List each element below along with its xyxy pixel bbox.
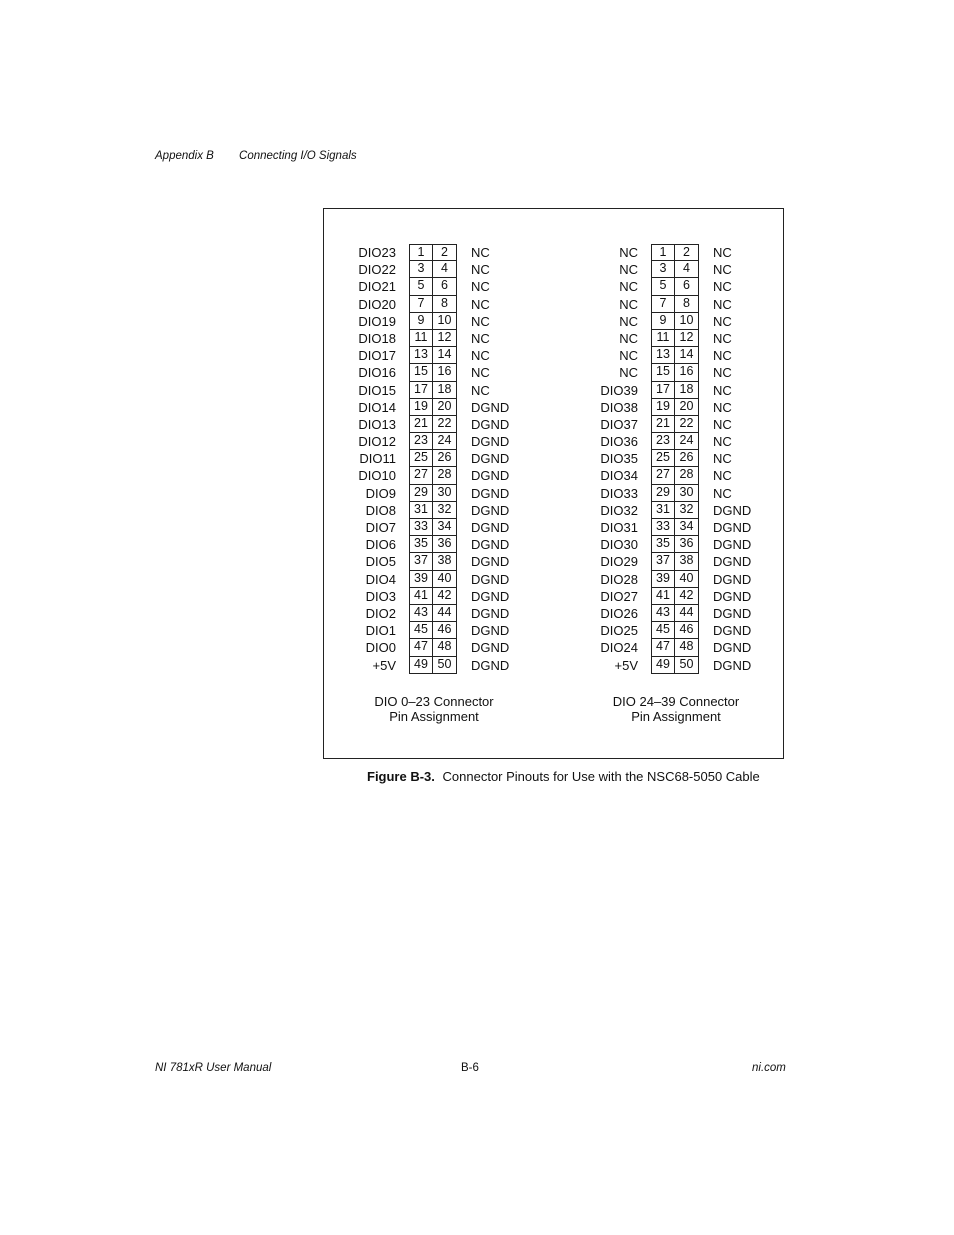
pin-number-even: 14	[675, 347, 699, 364]
pin-number-odd: 31	[651, 502, 675, 519]
pin-number-even: 22	[433, 416, 457, 433]
pin-number-even: 10	[675, 313, 699, 330]
signal-label-left: DIO15	[358, 382, 396, 398]
pin-row	[566, 553, 785, 570]
pin-number-odd: 37	[651, 553, 675, 570]
pin-number-even: 40	[675, 571, 699, 588]
right-connector-pinout	[566, 244, 785, 674]
signal-label-left: DIO35	[600, 451, 638, 467]
header-appendix: Appendix B	[155, 150, 214, 162]
pin-row	[324, 536, 554, 553]
pin-number-odd: 21	[409, 416, 433, 433]
figure-caption-text: Connector Pinouts for Use with the NSC68-5050 Cable	[442, 769, 760, 784]
signal-label-right: DGND	[713, 520, 752, 535]
pin-number-even: 12	[675, 330, 699, 347]
pin-row	[324, 399, 554, 416]
figure-number: Figure B-3.	[367, 769, 435, 784]
pin-number-even: 44	[433, 605, 457, 622]
pin-row	[324, 657, 554, 674]
pin-number-even: 24	[433, 433, 457, 450]
signal-label-left: DIO28	[600, 571, 638, 587]
pin-number-odd: 5	[409, 278, 433, 295]
signal-label-right: NC	[471, 313, 490, 329]
pin-number-even: 14	[433, 347, 457, 364]
pin-number-odd: 27	[651, 467, 675, 484]
signal-label-right: NC	[471, 382, 490, 398]
signal-label-right: DGND	[471, 657, 510, 673]
footer-manual-title: NI 781xR User Manual	[155, 1062, 272, 1074]
pin-row	[324, 313, 554, 330]
signal-label-right: DGND	[471, 554, 510, 570]
pin-row	[324, 588, 554, 605]
signal-label-right: NC	[713, 416, 732, 432]
pin-number-even: 16	[675, 364, 699, 381]
pin-number-odd: 21	[651, 416, 675, 433]
signal-label-left: DIO19	[358, 313, 396, 329]
pin-number-odd: 11	[409, 330, 433, 347]
pin-row	[324, 347, 554, 364]
signal-label-right: DGND	[471, 623, 510, 639]
page-header	[155, 150, 357, 162]
pin-row	[566, 244, 785, 261]
signal-label-right: DGND	[471, 640, 510, 656]
pin-number-even: 46	[433, 622, 457, 639]
pin-number-odd: 33	[651, 519, 675, 536]
signal-label-right: NC	[471, 296, 490, 312]
signal-label-left: DIO11	[359, 451, 396, 467]
pin-number-even: 10	[433, 313, 457, 330]
pin-row	[324, 296, 554, 313]
pin-number-even: 44	[675, 605, 699, 622]
pin-number-odd: 17	[651, 382, 675, 399]
pin-number-odd: 1	[651, 244, 675, 261]
signal-label-right: NC	[713, 313, 732, 329]
pin-row	[566, 536, 785, 553]
pin-number-odd: 41	[409, 588, 433, 605]
signal-label-left: DIO8	[365, 502, 396, 518]
signal-label-left: +5V	[614, 657, 638, 673]
pin-number-odd: 1	[409, 244, 433, 261]
pin-number-even: 40	[433, 571, 457, 588]
pin-number-even: 34	[433, 519, 457, 536]
signal-label-right: DGND	[471, 520, 510, 535]
signal-label-left: DIO6	[365, 537, 396, 553]
signal-label-right: NC	[713, 296, 732, 312]
signal-label-right: DGND	[713, 605, 752, 621]
pin-row	[324, 364, 554, 381]
pin-number-even: 16	[433, 364, 457, 381]
pin-number-odd: 13	[651, 347, 675, 364]
signal-label-right: NC	[713, 330, 732, 346]
signal-label-right: DGND	[713, 640, 752, 656]
pin-number-odd: 27	[409, 467, 433, 484]
pin-number-odd: 33	[409, 519, 433, 536]
pin-number-even: 6	[433, 278, 457, 295]
signal-label-left: DIO29	[600, 554, 638, 570]
signal-label-left: DIO13	[358, 416, 396, 432]
pin-number-odd: 41	[651, 588, 675, 605]
pin-number-even: 42	[675, 588, 699, 605]
signal-label-left: DIO25	[600, 623, 638, 639]
signal-label-left: NC	[619, 313, 638, 329]
pin-number-even: 20	[433, 399, 457, 416]
signal-label-left: DIO7	[365, 520, 396, 535]
pin-number-odd: 25	[409, 450, 433, 467]
pin-number-odd: 29	[409, 485, 433, 502]
pin-number-odd: 49	[651, 657, 675, 674]
signal-label-left: DIO17	[358, 348, 396, 364]
pin-number-even: 50	[675, 657, 699, 674]
pin-row	[566, 296, 785, 313]
signal-label-left: NC	[619, 348, 638, 364]
pin-number-odd: 45	[651, 622, 675, 639]
signal-label-left: DIO1	[365, 623, 396, 639]
pin-row	[566, 467, 785, 484]
signal-label-left: DIO5	[365, 554, 396, 570]
left-connector-pinout	[324, 244, 554, 674]
pin-row	[324, 450, 554, 467]
pin-number-odd: 17	[409, 382, 433, 399]
pin-row	[566, 519, 785, 536]
signal-label-right: NC	[713, 262, 732, 278]
signal-label-right: DGND	[713, 623, 752, 639]
signal-label-right: DGND	[471, 502, 510, 518]
pin-number-odd: 7	[651, 296, 675, 313]
signal-label-right: NC	[471, 279, 490, 295]
pin-number-even: 38	[675, 553, 699, 570]
pin-number-even: 18	[433, 382, 457, 399]
signal-label-left: DIO23	[358, 245, 396, 260]
pin-number-even: 38	[433, 553, 457, 570]
pin-row	[566, 485, 785, 502]
pin-number-odd: 39	[409, 571, 433, 588]
signal-label-right: NC	[471, 330, 490, 346]
signal-label-left: DIO30	[600, 537, 638, 553]
signal-label-right: DGND	[471, 571, 510, 587]
pin-row	[324, 605, 554, 622]
pin-number-even: 6	[675, 278, 699, 295]
pin-number-odd: 31	[409, 502, 433, 519]
pin-number-odd: 23	[651, 433, 675, 450]
pin-number-odd: 11	[651, 330, 675, 347]
signal-label-left: DIO38	[600, 399, 638, 415]
pin-number-odd: 15	[409, 364, 433, 381]
pin-row	[324, 485, 554, 502]
header-section: Connecting I/O Signals	[239, 150, 357, 162]
pin-number-even: 30	[433, 485, 457, 502]
pin-number-even: 48	[675, 639, 699, 656]
signal-label-left: DIO16	[358, 365, 396, 381]
figure-caption	[367, 769, 760, 784]
signal-label-left: DIO34	[600, 468, 638, 484]
pin-row	[566, 330, 785, 347]
signal-label-left: DIO26	[600, 605, 638, 621]
signal-label-left: DIO14	[358, 399, 396, 415]
signal-label-right: DGND	[471, 537, 510, 553]
signal-label-right: NC	[471, 245, 490, 260]
pin-row	[324, 519, 554, 536]
pin-number-even: 2	[433, 244, 457, 261]
pin-number-odd: 47	[651, 639, 675, 656]
signal-label-left: NC	[619, 330, 638, 346]
pin-number-even: 46	[675, 622, 699, 639]
signal-label-right: NC	[713, 382, 732, 398]
pin-row	[566, 571, 785, 588]
signal-label-right: NC	[713, 399, 732, 415]
signal-label-left: DIO36	[600, 434, 638, 450]
pin-number-even: 24	[675, 433, 699, 450]
signal-label-left: DIO18	[358, 330, 396, 346]
right-caption-line1: DIO 24–39 Connector	[612, 694, 740, 709]
pin-number-odd: 47	[409, 639, 433, 656]
pin-number-even: 42	[433, 588, 457, 605]
pin-number-odd: 9	[409, 313, 433, 330]
pin-number-even: 28	[675, 467, 699, 484]
pin-row	[324, 330, 554, 347]
signal-label-right: DGND	[713, 588, 752, 604]
pin-number-odd: 49	[409, 657, 433, 674]
signal-label-left: DIO10	[358, 468, 396, 484]
pin-number-even: 22	[675, 416, 699, 433]
signal-label-left: +5V	[372, 657, 396, 673]
signal-label-left: DIO37	[600, 416, 638, 432]
figure-box	[323, 208, 784, 759]
signal-label-right: NC	[471, 348, 490, 364]
signal-label-right: NC	[471, 365, 490, 381]
pin-row	[324, 261, 554, 278]
pin-row	[566, 588, 785, 605]
signal-label-left: DIO31	[600, 520, 638, 535]
pin-number-odd: 35	[409, 536, 433, 553]
signal-label-left: DIO2	[365, 605, 396, 621]
pin-number-even: 36	[433, 536, 457, 553]
pin-number-even: 12	[433, 330, 457, 347]
signal-label-right: NC	[713, 485, 732, 501]
signal-label-right: DGND	[713, 657, 752, 673]
pin-number-odd: 43	[409, 605, 433, 622]
right-connector-caption	[606, 694, 746, 724]
pin-number-even: 32	[675, 502, 699, 519]
pin-number-odd: 19	[409, 399, 433, 416]
signal-label-left: NC	[619, 279, 638, 295]
pin-number-even: 4	[433, 261, 457, 278]
pin-row	[324, 416, 554, 433]
pin-row	[566, 639, 785, 656]
pin-row	[566, 278, 785, 295]
signal-label-right: DGND	[713, 571, 752, 587]
pin-number-even: 28	[433, 467, 457, 484]
pin-number-even: 32	[433, 502, 457, 519]
signal-label-right: DGND	[471, 588, 510, 604]
pin-row	[324, 639, 554, 656]
signal-label-right: NC	[713, 365, 732, 381]
pin-row	[324, 382, 554, 399]
pin-number-odd: 3	[651, 261, 675, 278]
signal-label-right: NC	[713, 245, 732, 260]
pin-number-even: 4	[675, 261, 699, 278]
pin-row	[566, 433, 785, 450]
signal-label-left: DIO33	[600, 485, 638, 501]
pin-number-odd: 7	[409, 296, 433, 313]
pin-row	[324, 553, 554, 570]
pin-number-odd: 5	[651, 278, 675, 295]
signal-label-left: DIO39	[600, 382, 638, 398]
pin-number-odd: 37	[409, 553, 433, 570]
signal-label-right: NC	[713, 434, 732, 450]
pin-number-odd: 29	[651, 485, 675, 502]
signal-label-right: DGND	[471, 416, 510, 432]
signal-label-right: DGND	[713, 537, 752, 553]
pin-number-even: 50	[433, 657, 457, 674]
pin-row	[566, 605, 785, 622]
signal-label-left: NC	[619, 296, 638, 312]
pin-number-odd: 45	[409, 622, 433, 639]
signal-label-left: DIO21	[358, 279, 396, 295]
signal-label-left: NC	[619, 245, 638, 260]
signal-label-right: DGND	[713, 554, 752, 570]
signal-label-left: DIO32	[600, 502, 638, 518]
pin-row	[566, 347, 785, 364]
left-caption-line2: Pin Assignment	[389, 709, 479, 724]
pin-number-odd: 39	[651, 571, 675, 588]
left-connector-caption	[364, 694, 504, 724]
signal-label-right: NC	[713, 451, 732, 467]
pin-number-odd: 43	[651, 605, 675, 622]
footer-page-number: B-6	[461, 1062, 479, 1074]
pin-row	[324, 244, 554, 261]
pin-row	[324, 467, 554, 484]
pin-number-even: 2	[675, 244, 699, 261]
signal-label-right: DGND	[471, 605, 510, 621]
signal-label-left: DIO20	[358, 296, 396, 312]
pin-row	[566, 502, 785, 519]
signal-label-left: DIO27	[600, 588, 638, 604]
pin-row	[566, 657, 785, 674]
pin-number-odd: 3	[409, 261, 433, 278]
pin-row	[566, 364, 785, 381]
signal-label-left: DIO9	[365, 485, 396, 501]
pin-number-odd: 9	[651, 313, 675, 330]
pin-row	[324, 571, 554, 588]
pin-row	[324, 622, 554, 639]
pin-number-odd: 19	[651, 399, 675, 416]
pin-number-even: 26	[675, 450, 699, 467]
pin-number-odd: 35	[651, 536, 675, 553]
signal-label-left: DIO24	[600, 640, 638, 656]
signal-label-left: DIO0	[365, 640, 396, 656]
pin-number-even: 34	[675, 519, 699, 536]
pin-row	[566, 450, 785, 467]
signal-label-left: DIO22	[358, 262, 396, 278]
signal-label-right: DGND	[471, 434, 510, 450]
pin-row	[324, 433, 554, 450]
signal-label-right: DGND	[471, 468, 510, 484]
pin-number-odd: 13	[409, 347, 433, 364]
left-caption-line1: DIO 0–23 Connector	[374, 694, 494, 709]
signal-label-right: NC	[713, 279, 732, 295]
signal-label-right: NC	[713, 468, 732, 484]
signal-label-right: DGND	[713, 502, 752, 518]
pin-row	[566, 399, 785, 416]
pin-number-odd: 23	[409, 433, 433, 450]
pin-number-even: 30	[675, 485, 699, 502]
pin-row	[566, 416, 785, 433]
pin-row	[566, 261, 785, 278]
signal-label-right: DGND	[471, 485, 510, 501]
pin-number-odd: 25	[651, 450, 675, 467]
pin-number-even: 26	[433, 450, 457, 467]
signal-label-right: NC	[713, 348, 732, 364]
pin-number-odd: 15	[651, 364, 675, 381]
signal-label-right: NC	[471, 262, 490, 278]
pin-number-even: 18	[675, 382, 699, 399]
pin-row	[324, 278, 554, 295]
signal-label-left: DIO4	[365, 571, 396, 587]
pin-row	[566, 382, 785, 399]
pin-number-even: 36	[675, 536, 699, 553]
pin-row	[566, 622, 785, 639]
pin-row	[566, 313, 785, 330]
signal-label-right: DGND	[471, 451, 510, 467]
signal-label-right: DGND	[471, 399, 510, 415]
footer-website: ni.com	[752, 1062, 786, 1074]
signal-label-left: NC	[619, 365, 638, 381]
pin-number-even: 8	[433, 296, 457, 313]
pin-number-even: 48	[433, 639, 457, 656]
signal-label-left: DIO12	[358, 434, 396, 450]
right-caption-line2: Pin Assignment	[631, 709, 721, 724]
signal-label-left: DIO3	[365, 588, 396, 604]
pin-number-even: 20	[675, 399, 699, 416]
pin-row	[324, 502, 554, 519]
signal-label-left: NC	[619, 262, 638, 278]
pin-number-even: 8	[675, 296, 699, 313]
